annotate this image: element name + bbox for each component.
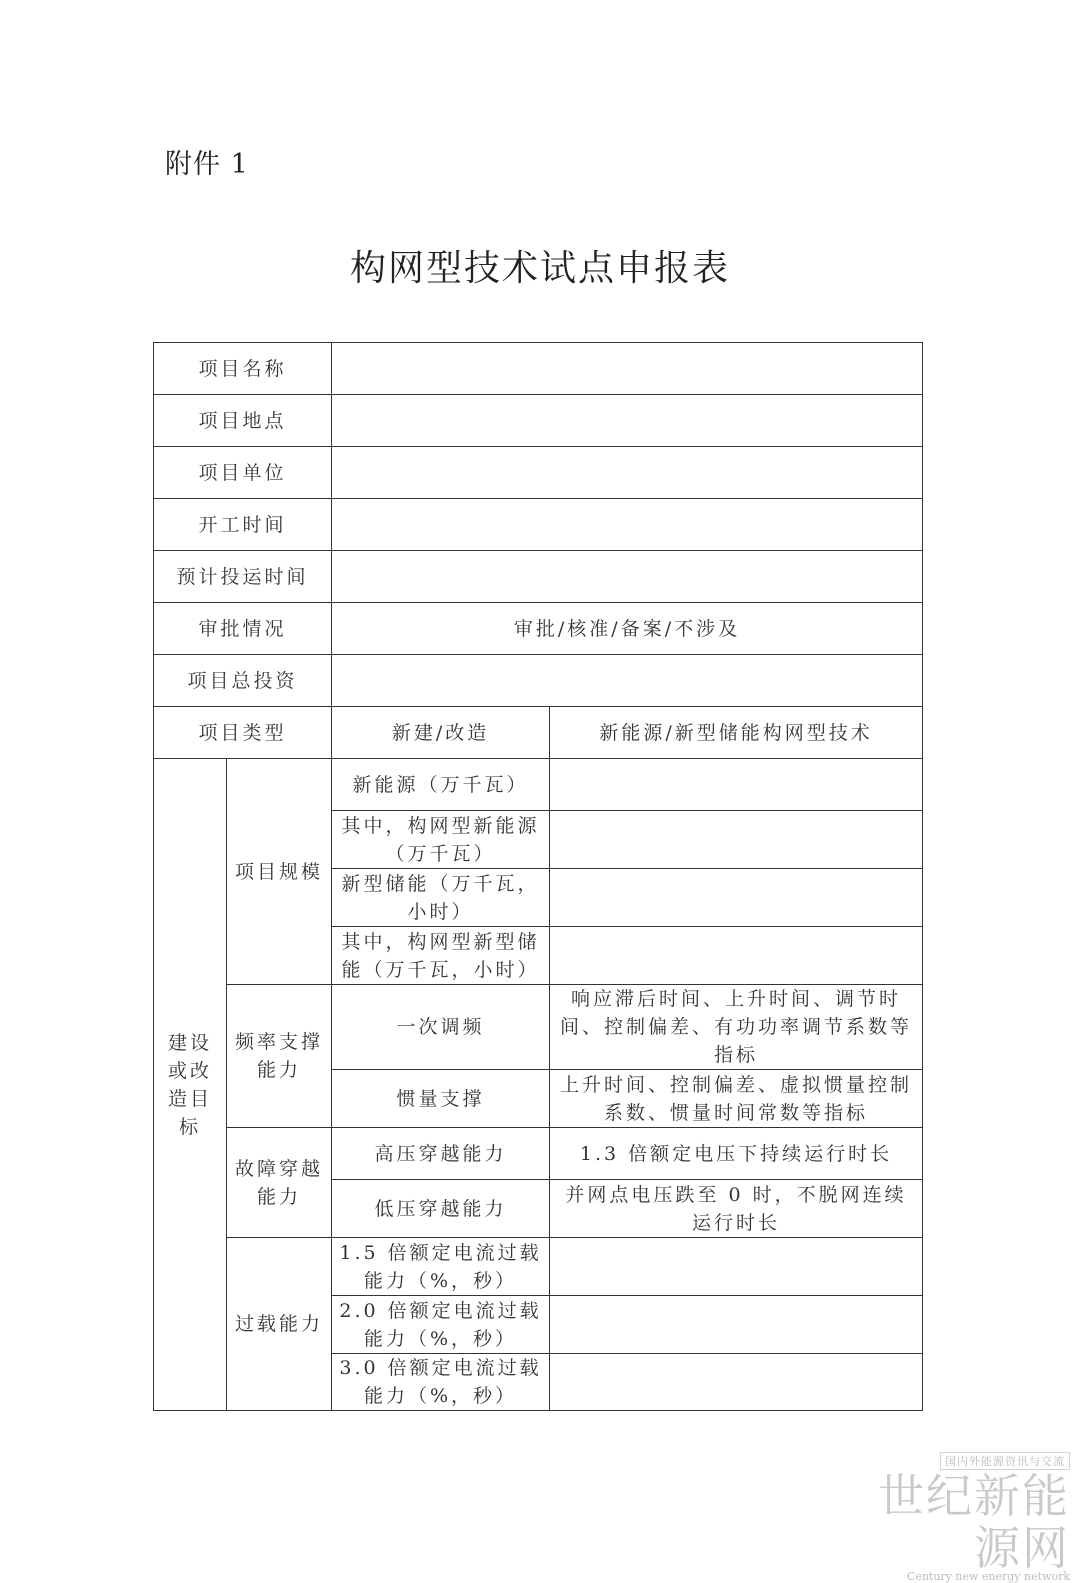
fault-item: 低压穿越能力 [332, 1180, 550, 1238]
table-row [154, 707, 923, 759]
field-label: 开工时间 [154, 499, 332, 551]
field-label: 项目总投资 [154, 655, 332, 707]
frequency-item: 惯量支撑 [332, 1070, 550, 1128]
table-row [154, 603, 923, 655]
overload-item: 1.5 倍额定电流过载能力（%，秒） [332, 1238, 550, 1296]
table-row [154, 655, 923, 707]
overload-item: 2.0 倍额定电流过载能力（%，秒） [332, 1296, 550, 1354]
watermark-english: Century new energy network [906, 1570, 1070, 1583]
table-row [154, 447, 923, 499]
table-row [154, 499, 923, 551]
form-title: 构网型技术试点申报表 [349, 248, 730, 289]
overload-item: 3.0 倍额定电流过载能力（%，秒） [332, 1354, 550, 1411]
scale-value-cell[interactable] [550, 927, 923, 985]
field-label: 审批情况 [154, 603, 332, 655]
field-label: 项目名称 [154, 343, 332, 395]
frequency-desc: 上升时间、控制偏差、虚拟惯量控制系数、惯量时间常数等指标 [550, 1070, 923, 1128]
fault-item: 高压穿越能力 [332, 1128, 550, 1180]
project-location-cell[interactable] [332, 395, 923, 447]
scale-item: 其中，构网型新能源（万千瓦） [332, 811, 550, 869]
table-row [154, 1128, 923, 1180]
type-options-build: 新建/改造 [332, 707, 550, 759]
group-label: 建设或改造目标 [154, 759, 227, 1411]
field-label: 项目地点 [154, 395, 332, 447]
fault-desc: 1.3 倍额定电压下持续运行时长 [550, 1128, 923, 1180]
type-options-tech: 新能源/新型储能构网型技术 [550, 707, 923, 759]
overload-value-cell[interactable] [550, 1238, 923, 1296]
table-row [154, 343, 923, 395]
operation-time-cell[interactable] [332, 551, 923, 603]
scale-item: 新能源（万千瓦） [332, 759, 550, 811]
overload-value-cell[interactable] [550, 1296, 923, 1354]
watermark-title: 世纪新能源网 [878, 1469, 1070, 1575]
scale-item: 其中，构网型新型储能（万千瓦，小时） [332, 927, 550, 985]
watermark-logo [840, 1450, 1070, 1583]
scale-value-cell[interactable] [550, 759, 923, 811]
fault-desc: 并网点电压跌至 0 时，不脱网连续运行时长 [550, 1180, 923, 1238]
frequency-desc: 响应滞后时间、上升时间、调节时间、控制偏差、有功功率调节系数等指标 [550, 985, 923, 1070]
scale-value-cell[interactable] [550, 869, 923, 927]
scale-item: 新型储能（万千瓦，小时） [332, 869, 550, 927]
table-row [154, 395, 923, 447]
category-label: 过载能力 [227, 1238, 332, 1411]
start-time-cell[interactable] [332, 499, 923, 551]
attachment-label: 附件 1 [165, 149, 249, 180]
overload-value-cell[interactable] [550, 1354, 923, 1411]
application-form-table [153, 342, 923, 1411]
category-label: 项目规模 [227, 759, 332, 985]
table-row [154, 551, 923, 603]
category-label: 频率支撑能力 [227, 985, 332, 1128]
field-label: 项目单位 [154, 447, 332, 499]
category-label: 故障穿越能力 [227, 1128, 332, 1238]
watermark-tagline: 国内外能源资讯与交流 [940, 1452, 1070, 1470]
scale-value-cell[interactable] [550, 811, 923, 869]
project-name-cell[interactable] [332, 343, 923, 395]
field-label: 项目类型 [154, 707, 332, 759]
table-row [154, 985, 923, 1070]
frequency-item: 一次调频 [332, 985, 550, 1070]
field-label: 预计投运时间 [154, 551, 332, 603]
table-row [154, 759, 923, 811]
approval-options: 审批/核准/备案/不涉及 [332, 603, 923, 655]
project-unit-cell[interactable] [332, 447, 923, 499]
table-row [154, 1238, 923, 1296]
investment-cell[interactable] [332, 655, 923, 707]
